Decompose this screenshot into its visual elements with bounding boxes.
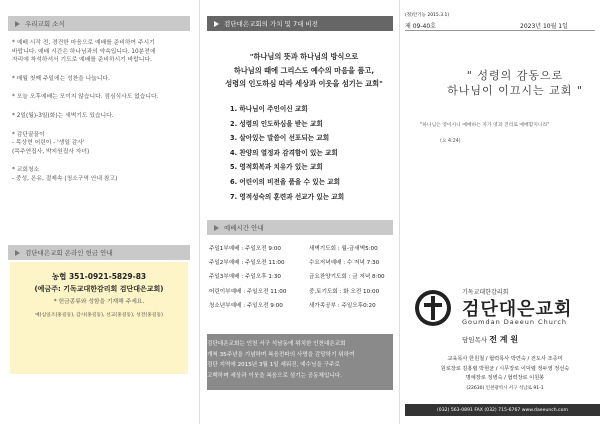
theme-line: " 성령의 감동으로 bbox=[466, 69, 564, 82]
table-row bbox=[209, 284, 389, 298]
verse-reference: (요 4:24) bbox=[440, 139, 461, 144]
news-header-label: 우리교회 소식 bbox=[25, 20, 65, 28]
vision-line: 성령의 인도하심 따라 세상과 이웃을 섬기는 교회" bbox=[225, 79, 383, 88]
list-item: 2. 성령의 인도하심을 받는 교회 bbox=[230, 119, 323, 128]
list-item: * 2일(월)-3일(화)는 새벽기도 있습니다. bbox=[12, 112, 114, 119]
church-address: (22630) 인천광역시 서구 석남로 91-1 bbox=[466, 385, 544, 391]
list-item: * 감단꿀꿀이 bbox=[12, 131, 45, 138]
pastor-name: 전 계 원 bbox=[489, 335, 518, 344]
verse-quote: "하나님은 영이시니 예배하는 자가 영과 진리로 예배할지니라" bbox=[420, 123, 550, 128]
offering-note: * 헌금종류와 성함을 기재해 주세요. bbox=[53, 299, 145, 305]
table-row bbox=[209, 269, 389, 283]
list-item: * 오늘 오후예배는 모이지 않습니다. 점심식사도 없습니다. bbox=[12, 94, 159, 101]
table-cell: 금요찬양기도회 : 금 저녁 8:00 bbox=[309, 274, 385, 281]
list-item: 3. 살아있는 말씀이 선포되는 교회 bbox=[230, 134, 330, 143]
worship-header-label: 예배시간 안내 bbox=[224, 224, 264, 232]
contact-info: (032) 563-0891 FAX (032) 715-6767 www.daeeunch.com bbox=[437, 407, 568, 413]
news-list bbox=[12, 39, 197, 184]
mission-line: 개척 35주년을 기념하며 복음전파의 사명을 감당하기 위하여 bbox=[207, 351, 355, 358]
list-item: - 중성, 온유, 절제속 (청소구역 안내 참고) bbox=[12, 175, 118, 182]
church-name-english: Goumdan Daeeun Church bbox=[462, 318, 568, 326]
news-header bbox=[8, 16, 190, 31]
vision-line: "하나님의 뜻과 하나님의 방식으로 bbox=[249, 52, 359, 61]
theme-line: 하나님이 이끄시는 교회 " bbox=[447, 84, 583, 97]
vision-list bbox=[230, 102, 390, 204]
table-row bbox=[209, 255, 389, 269]
list-item: (목주연집사, 박지원집사 자녀) bbox=[12, 148, 90, 155]
pastor-title: 담임목사 bbox=[462, 336, 488, 344]
church-name: 검단대은교회 bbox=[462, 299, 573, 320]
table-cell: 중,토기도회 : 화 오전 10:00 bbox=[309, 288, 380, 295]
offering-example: 예)십일조(홍길동), 감사(홍길동), 선교(홍길동), 성전(홍길동) bbox=[35, 313, 163, 318]
staff-list bbox=[412, 355, 598, 393]
divider bbox=[199, 0, 200, 424]
triangle-icon bbox=[214, 225, 219, 231]
worship-header bbox=[207, 220, 393, 235]
table-cell: 주일3부예배 : 주일오후 1:30 bbox=[209, 274, 281, 281]
list-item: 7. 영적성숙의 훈련과 선교가 있는 교회 bbox=[230, 192, 345, 201]
staff-line: 교육목사 한원철 / 협력목사 박연숙 / 전도사 조증미 bbox=[447, 356, 563, 362]
table-cell: 새벽기도회 : 월-금새벽5:00 bbox=[309, 246, 378, 253]
bulletin-number: 제 09-40호 bbox=[405, 23, 436, 30]
contact-bar bbox=[405, 404, 600, 416]
staff-line: 원로장로 김홍렬 박현균 / 시무장로 이덕렬 정두영 정선숙 bbox=[440, 365, 570, 372]
bank-account: 농협 351-0921-5829-83 bbox=[51, 272, 147, 281]
table-cell: 주일2부예배 : 주일오전 11:00 bbox=[209, 260, 285, 267]
mission-line: 고백하며 세상과 이웃을 복음으로 섬기는 공동체입니다. bbox=[207, 372, 342, 379]
denomination: 기독교대한감리회 bbox=[462, 289, 509, 296]
list-item: 1. 하나님이 주인이신 교회 bbox=[230, 105, 308, 113]
triangle-icon bbox=[15, 250, 20, 256]
mission-line: 검단 지역에 2015년 3월 1일 세워진, 예수님을 구주로 bbox=[207, 362, 340, 368]
list-item: 5. 영적회복과 치유가 있는 교회 bbox=[230, 163, 323, 172]
table-cell: 어린이부예배 : 주일오전 11:00 bbox=[209, 288, 287, 295]
vision-line: 하나님의 때에 그리스도 예수의 마음을 품고, bbox=[233, 65, 375, 75]
list-item: 바랍니다. 예배 시간은 하나님과의 약속입니다. 10분전에 bbox=[12, 48, 156, 55]
church-logo-icon bbox=[413, 288, 453, 328]
divider bbox=[399, 0, 400, 424]
vision-statement bbox=[213, 50, 395, 91]
list-item: * 예배 시작 전, 경건한 마음으로 예배를 준비하여 주시기 bbox=[12, 40, 155, 46]
vision-header-label: 검단대은교회의 가치 및 7대 비전 bbox=[224, 20, 319, 28]
table-cell: 청소년부예배 : 주일오전 9:00 bbox=[209, 302, 283, 309]
offering-header-label: 검단대은교회 온라인 헌금 안내 bbox=[25, 249, 113, 257]
list-item: 4. 찬양의 열정과 감격함이 있는 교회 bbox=[230, 148, 338, 157]
divider bbox=[405, 30, 595, 31]
offering-info bbox=[10, 270, 188, 322]
offering-header bbox=[8, 245, 190, 260]
triangle-icon bbox=[214, 21, 219, 27]
registration-info: (정)안기능 2015.3.1) bbox=[405, 13, 450, 18]
table-cell: 주일1부예배 : 주일오전 9:00 bbox=[209, 246, 281, 253]
table-cell: 수요저녁예배 : 수 저녁 7:30 bbox=[309, 260, 380, 267]
table-row bbox=[209, 298, 389, 312]
pastor-line bbox=[462, 334, 518, 345]
triangle-icon bbox=[15, 21, 20, 27]
worship-table bbox=[209, 241, 389, 312]
list-item: * 교회청소 bbox=[12, 167, 40, 174]
list-item: - 목상현 어린이 - '생일 감사' bbox=[12, 140, 85, 147]
staff-line: 명예장로 정병숙 / 협력장로 이원봉 bbox=[465, 375, 545, 381]
vision-header bbox=[207, 16, 393, 31]
theme-title bbox=[440, 68, 590, 98]
mission-line: 검단대은교회는 인천 서구 석남동에 위치한 인천대은교회 bbox=[207, 341, 346, 347]
table-cell: 새가족공부 : 주일오후0:20 bbox=[309, 302, 376, 309]
list-item: 6. 어린이의 비전을 품을 수 있는 교회 bbox=[230, 177, 341, 186]
bulletin-date: 2023년 10월 1일 bbox=[520, 23, 568, 30]
table-row bbox=[209, 241, 389, 255]
list-item: * 매월 첫째 주일에는 성찬을 나눕니다. bbox=[12, 75, 110, 82]
list-item: 자리에 착석하셔서 기도로 예배를 준비하시기 바랍니다. bbox=[12, 57, 152, 64]
account-holder: (예금주: 기독교대한감리회 검단대은교회) bbox=[34, 285, 164, 293]
mission-text bbox=[207, 339, 393, 381]
